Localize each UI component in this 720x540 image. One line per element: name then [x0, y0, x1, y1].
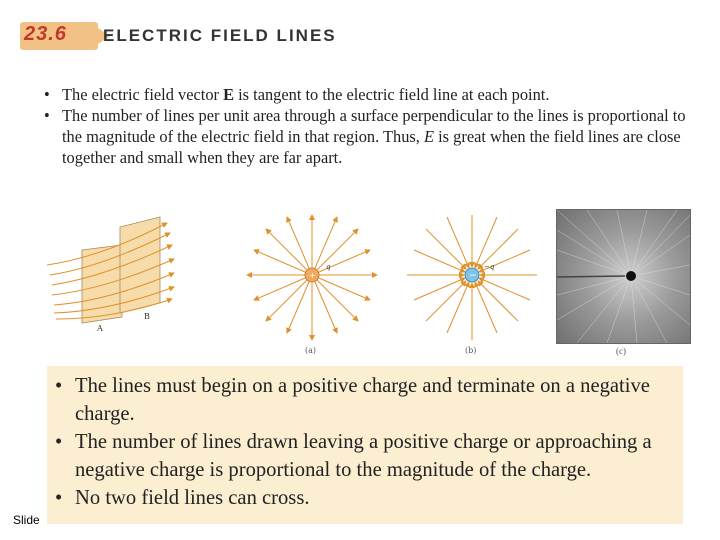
positive-charge-label: q — [326, 263, 331, 271]
slide-label: Slide — [13, 513, 40, 527]
positive-sign: + — [309, 271, 316, 280]
top-bullet-2: • The number of lines per unit area through a surface perpendicular to the lines is proportional to the magnitude of the electric field in that region. Thus, E is great when the field lines are close together and small when they are far apart. — [44, 105, 690, 168]
top-bullet-list — [44, 84, 690, 168]
section-title: ELECTRIC FIELD LINES — [103, 26, 337, 45]
caption-a: (a) — [305, 346, 317, 355]
field-line-photograph — [556, 209, 691, 344]
negative-charge-label: −q — [484, 263, 495, 271]
flux-planes-diagram — [47, 217, 174, 333]
field-line-figure — [42, 205, 692, 365]
top-bullet-1: • The electric field vector E is tangent to the electric field line at each point. — [44, 84, 690, 105]
plane-a-label: A — [97, 324, 103, 333]
bottom-bullet-3: • No two field lines can cross. — [55, 484, 673, 512]
rules-box — [47, 366, 683, 524]
bottom-bullet-2: • The number of lines drawn leaving a positive charge or approaching a negative charge is proportional to the magnitude of the charge. — [55, 428, 673, 484]
caption-b: (b) — [465, 346, 477, 355]
negative-sign: − — [469, 271, 477, 281]
field-line-diagrams — [42, 205, 552, 365]
negative-charge-diagram — [407, 215, 537, 355]
section-number: 23.6 — [24, 23, 67, 45]
plane-b-label: B — [144, 312, 150, 321]
caption-c: (c) — [616, 346, 626, 356]
bottom-bullet-list — [55, 372, 673, 512]
section-badge — [20, 22, 98, 50]
bottom-bullet-1: • The lines must begin on a positive charge and terminate on a negative charge. — [55, 372, 673, 428]
photo-pattern — [557, 210, 690, 343]
positive-charge-diagram — [247, 215, 377, 355]
